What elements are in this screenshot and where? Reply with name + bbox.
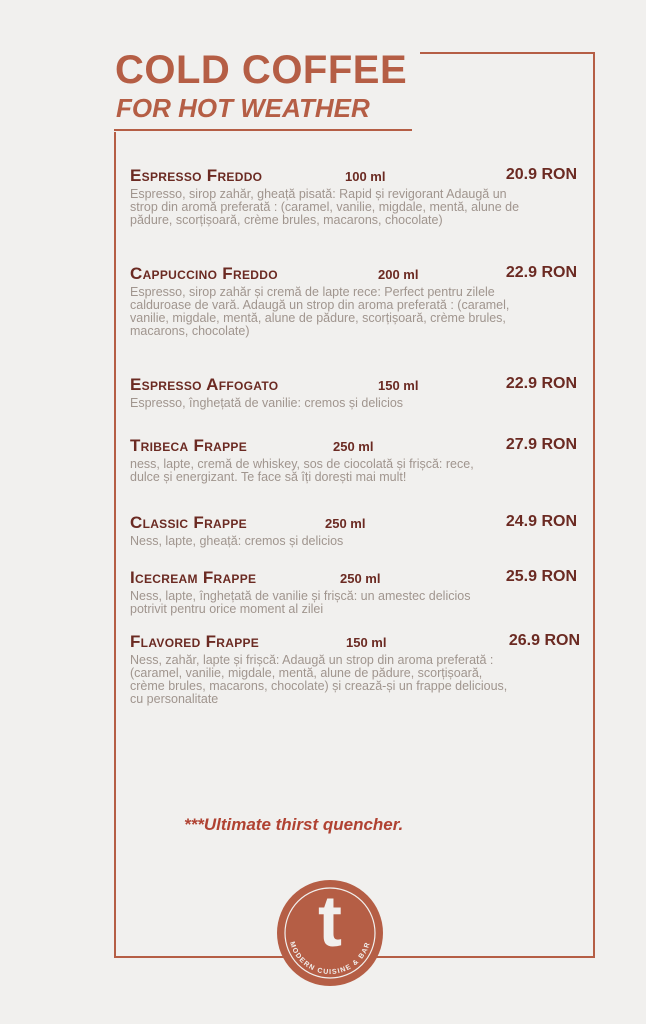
item-price: 24.9 RON	[505, 513, 577, 530]
item-description: Ness, lapte, înghețată de vanilie și frișcă: un amestec delicios potrivit pentru orice moment al zilei	[130, 589, 471, 616]
tagline: ***Ultimate thirst quencher.	[184, 815, 404, 834]
item-price: 25.9 RON	[505, 568, 577, 585]
item-description: Espresso, sirop zahăr și cremă de lapte rece: Perfect pentru zilele calduroase de vară. Adaugă un strop din aroma preferată : (caramel, vanilie, migdale, mentă, alune de pădure, scorțișoară, crème brules, macarons, chocolate)	[130, 285, 510, 338]
item-name: Flavored Frappe	[130, 632, 260, 651]
item-volume: 150 ml	[346, 635, 387, 650]
item-name: Tribeca Frappe	[130, 436, 248, 455]
item-description: Ness, lapte, gheață: cremos și delicios	[130, 534, 344, 548]
item-name: Cappuccino Freddo	[130, 264, 278, 283]
item-volume: 150 ml	[378, 378, 419, 393]
item-volume: 250 ml	[333, 439, 374, 454]
menu-frame-left-border	[114, 130, 116, 958]
item-name: Classic Frappe	[130, 513, 247, 532]
item-description: Ness, zahăr, lapte și frișcă: Adaugă un strop din aroma preferată : (caramel, vanilie, migdale, mentă, alune de pădure, scorțișoară, crème brules, macarons, chocolate) și crează-și un frappe delicious, cu personalitate	[130, 653, 508, 706]
item-price: 20.9 RON	[505, 166, 577, 183]
item-volume: 200 ml	[378, 267, 419, 282]
item-name: Icecream Frappe	[130, 568, 257, 587]
item-volume: 250 ml	[325, 516, 366, 531]
item-description: ness, lapte, cremă de whiskey, sos de ciocolată și frișcă: rece, dulce și energizant. Te face să îți dorești mai mult!	[130, 457, 474, 484]
menu-title: COLD COFFEE	[115, 48, 408, 92]
logo-letter: t	[318, 882, 342, 962]
restaurant-logo	[275, 878, 385, 988]
item-price: 27.9 RON	[505, 436, 577, 453]
menu-subtitle: FOR HOT WEATHER	[116, 93, 370, 123]
logo-ring-label: MODERN CUISINE & BAR	[288, 940, 372, 977]
item-description: Espresso, înghețată de vanilie: cremos și delicios	[130, 396, 404, 410]
item-price: 22.9 RON	[505, 375, 577, 392]
item-name: Espresso Affogato	[130, 375, 279, 394]
item-volume: 100 ml	[345, 169, 386, 184]
logo-badge-icon	[275, 878, 385, 988]
item-name: Espresso Freddo	[130, 166, 263, 185]
item-price: 22.9 RON	[505, 264, 577, 281]
item-price: 26.9 RON	[508, 632, 580, 649]
title-underline	[114, 129, 412, 131]
item-description: Espresso, sirop zahăr, gheață pisată: Rapid și revigorant Adaugă un strop din aromă preferată : (caramel, vanilie, migdale, mentă, alune de pădure, scorțișoară, crème brules, macarons, chocolate)	[130, 187, 520, 227]
item-volume: 250 ml	[340, 571, 381, 586]
